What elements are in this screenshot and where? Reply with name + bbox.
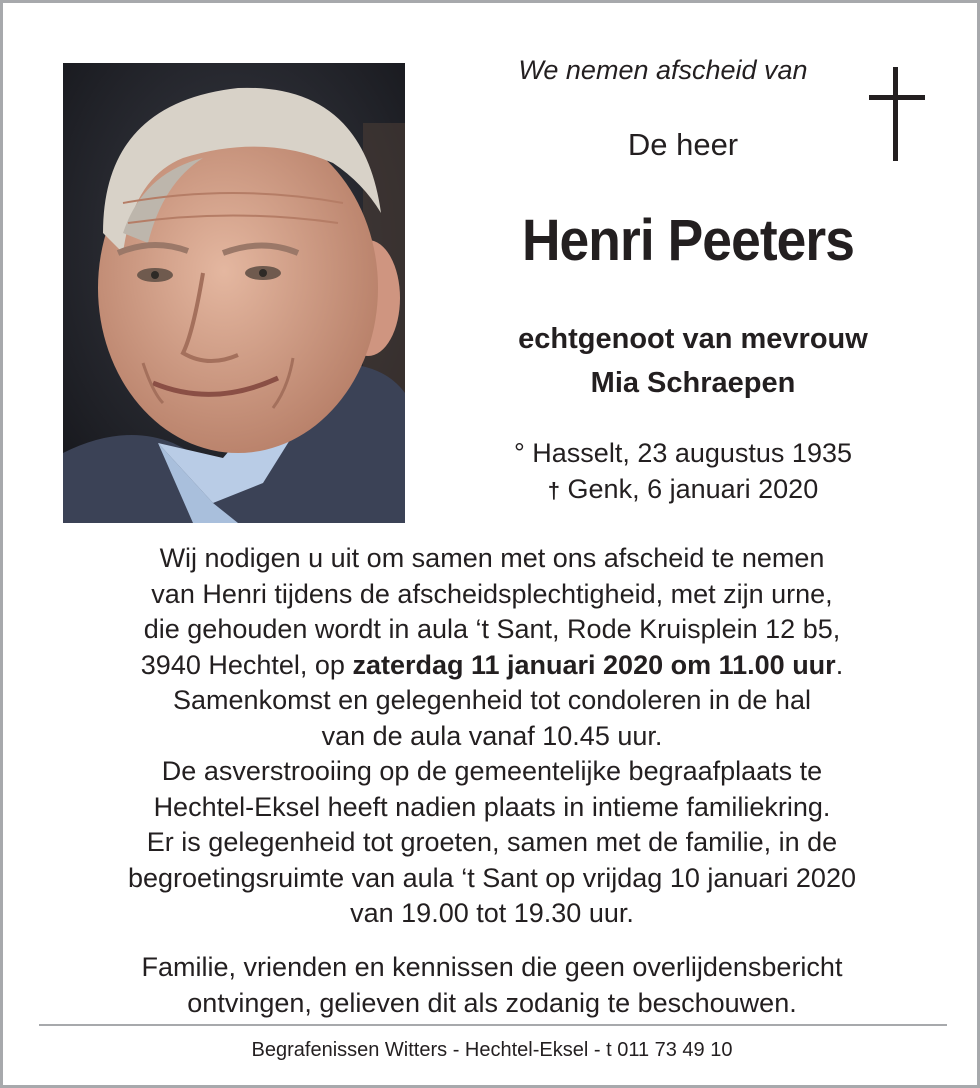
dagger-icon: †: [547, 478, 561, 503]
spouse-name: Mia Schraepen: [590, 367, 796, 399]
spouse-line-1: echtgenoot van mevrouw: [518, 323, 868, 355]
body-line: Hechtel-Eksel heeft nadien plaats in intieme familiekring.: [153, 791, 831, 822]
intro-text: We nemen afscheid van: [518, 55, 808, 85]
body-line: De asverstrooiing op de gemeentelijke begraafplaats te: [161, 756, 823, 786]
body-line: Er is gelegenheid tot groeten, samen met de familie, in de: [146, 827, 838, 857]
closing-text: [39, 949, 945, 1021]
ceremony-text: [39, 541, 945, 932]
spouse-block: [433, 317, 953, 405]
body-line: begroetingsruimte van aula ‘t Sant op vrijdag 10 januari 2020: [128, 862, 856, 893]
closing-line: Familie, vrienden en kennissen die geen overlijdensbericht: [141, 952, 843, 982]
dates-block: [443, 435, 923, 509]
death-text: Genk, 6 januari 2020: [567, 474, 819, 504]
body-line: die gehouden wordt in aula ‘t Sant, Rode Kruisplein 12 b5,: [143, 614, 841, 644]
closing-line: ontvingen, gelieven dit als zodanig te beschouwen.: [187, 988, 797, 1018]
birth-line: ° Hasselt, 23 augustus 1935: [513, 438, 852, 468]
funeral-home-footer: Begrafenissen Witters - Hechtel-Eksel - t 011 73 49 10: [251, 1039, 733, 1061]
footer-divider: [39, 1024, 947, 1026]
portrait-photo: [63, 63, 405, 523]
body-line: van 19.00 tot 19.30 uur.: [350, 898, 634, 928]
honorific-title: De heer: [627, 127, 739, 162]
body-line: van Henri tijdens de afscheidsplechtigheid, met zijn urne,: [151, 578, 833, 609]
ceremony-datetime: zaterdag 11 januari 2020 om 11.00 uur: [352, 649, 836, 680]
body-line: van de aula vanaf 10.45 uur.: [321, 720, 663, 751]
body-line: [39, 648, 945, 684]
death-line: [443, 471, 923, 509]
body-line: Wij nodigen u uit om samen met ons afscheid te nemen: [159, 543, 825, 573]
body-line: Samenkomst en gelegenheid tot condoleren in de hal: [173, 685, 811, 715]
body-line-4-post: .: [835, 649, 844, 680]
deceased-name: Henri Peeters: [521, 208, 855, 273]
body-line-4-pre: 3940 Hechtel, op: [140, 649, 353, 680]
portrait-illustration: [63, 63, 405, 523]
